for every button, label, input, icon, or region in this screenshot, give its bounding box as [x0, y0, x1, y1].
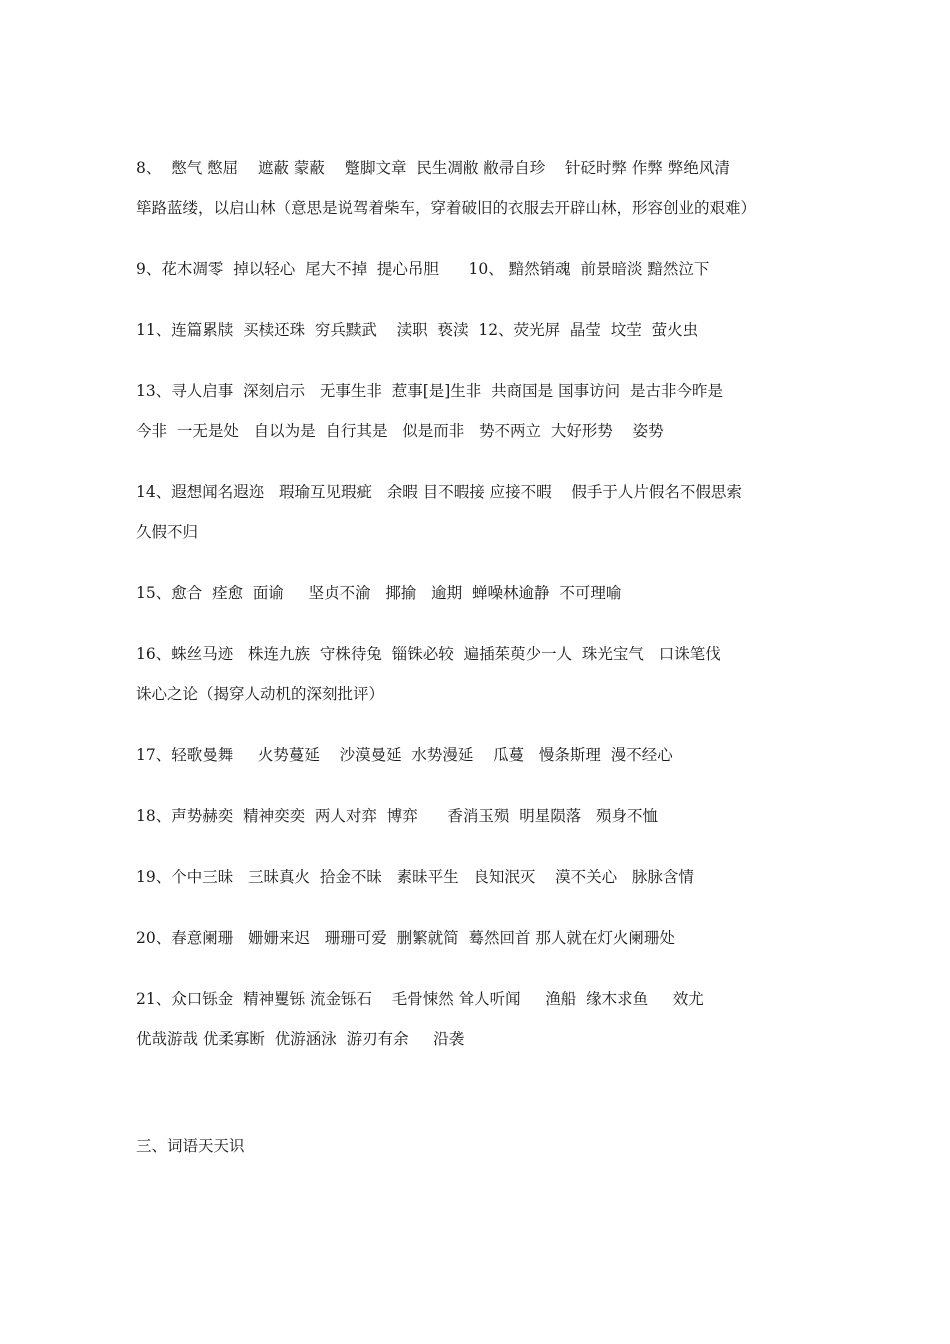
entry-line: 17、轻歌曼舞 火势蔓延 沙漠曼延 水势漫延 瓜蔓 慢条斯理 漫不经心 — [136, 746, 673, 764]
entry-line: 诛心之论（揭穿人动机的深刻批评） — [136, 685, 385, 703]
entry-line: 19、个中三昧 三昧真火 拾金不昧 素昧平生 良知泯灭 漠不关心 脉脉含情 — [136, 868, 694, 886]
entry-line: 16、蛛丝马迹 株连九族 守株待兔 锱铢必较 遍插茱萸少一人 珠光宝气 口诛笔伐 — [136, 645, 721, 663]
word-entry — [136, 979, 826, 1059]
word-entry — [136, 796, 826, 836]
entry-line: 18、声势赫奕 精神奕奕 两人对弈 博弈 香消玉殒 明星陨落 殒身不恤 — [136, 807, 658, 825]
entry-line: 久假不归 — [136, 523, 199, 541]
word-entry — [136, 573, 826, 613]
word-entry — [136, 371, 826, 451]
word-entry — [136, 634, 826, 714]
word-entry — [136, 857, 826, 897]
word-entry — [136, 735, 826, 775]
section-heading: 三、词语天天识 — [136, 1137, 245, 1155]
entry-line: 9、花木凋零 掉以轻心 尾大不掉 提心吊胆 10、 黯然销魂 前景暗淡 黯然泣下 — [136, 260, 710, 278]
entry-line: 15、愈合 痊愈 面谕 坚贞不渝 揶揄 逾期 蝉噪林逾静 不可理喻 — [136, 584, 622, 602]
entry-line: 8、 憋气 憋屈 遮蔽 蒙蔽 蹩脚文章 民生凋敝 敝帚自珍 针砭时弊 作弊 弊绝风清 — [136, 159, 730, 177]
entry-line: 14、遐想闻名遐迩 瑕瑜互见瑕疵 余暇 目不暇接 应接不暇 假手于人片假名不假思索 — [136, 483, 742, 501]
entry-line: 21、众口铄金 精神矍铄 流金铄石 毛骨悚然 耸人听闻 渔船 缘木求鱼 效尤 — [136, 990, 704, 1008]
entry-line: 11、连篇累牍 买椟还珠 穷兵黩武 渎职 亵渎 12、荧光屏 晶莹 坟茔 萤火虫 — [136, 321, 699, 339]
entry-line: 20、春意阑珊 姗姗来迟 珊珊可爱 删繁就简 蓦然回首 那人就在灯火阑珊处 — [136, 929, 675, 947]
entry-line: 今非 一无是处 自以为是 自行其是 似是而非 势不两立 大好形势 姿势 — [136, 422, 664, 440]
word-entry — [136, 472, 826, 552]
word-entry — [136, 249, 826, 289]
word-entry — [136, 310, 826, 350]
word-entry — [136, 918, 826, 958]
word-entry — [136, 148, 826, 228]
entry-line: 筚路蓝缕，以启山林（意思是说驾着柴车，穿着破旧的衣服去开辟山林，形容创业的艰难） — [136, 199, 757, 217]
entry-line: 13、寻人启事 深刻启示 无事生非 惹事[是]生非 共商国是 国事访问 是古非今昨是 — [136, 382, 723, 400]
word-list — [136, 148, 826, 1059]
entry-line: 优哉游哉 优柔寡断 优游涵泳 游刃有余 沿袭 — [136, 1030, 465, 1048]
